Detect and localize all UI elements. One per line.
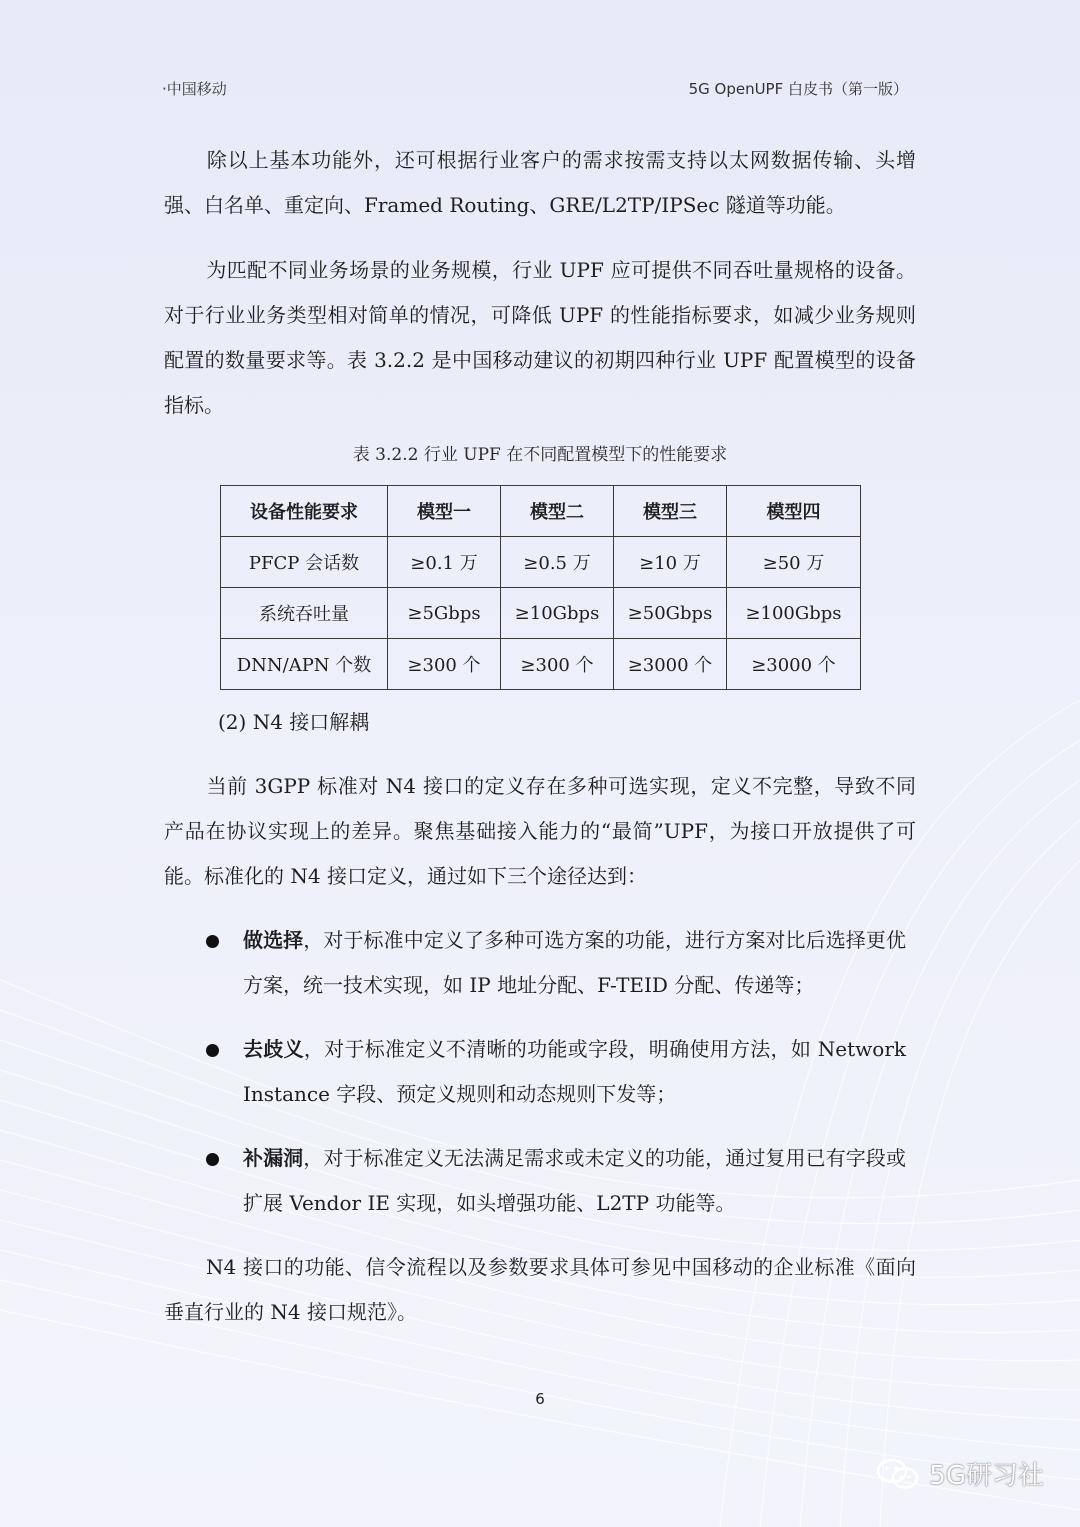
bullet-text: ，对于标准定义不清晰的功能或字段，明确使用方法，如 Network Instance 字段、预定义规则和动态规则下发等； [243,1037,906,1106]
table-header-cell: 模型二 [501,486,614,537]
section-subheading: (2) N4 接口解耦 [218,710,370,734]
table-header-cell: 设备性能要求 [221,486,388,537]
table-cell: DNN/APN 个数 [221,639,388,690]
table-header-cell: 模型三 [614,486,727,537]
watermark-text: 5G研习社 [929,1461,1044,1491]
table-cell: ≥300 个 [388,639,501,690]
paragraph-1-text: 除以上基本功能外，还可根据行业客户的需求按需支持以太网数据传输、头增强、白名单、重定向、Framed Routing、GRE/L2TP/IPSec 隧道等功能。 [164,148,916,217]
bullet-item [206,1027,906,1117]
table-cell: ≥50 万 [727,537,861,588]
table-cell: ≥10 万 [614,537,727,588]
bullet-dot-icon [206,935,219,948]
performance-table [220,485,861,690]
table-cell: ≥10Gbps [501,588,614,639]
table-cell: ≥3000 个 [727,639,861,690]
watermark [875,1455,1044,1492]
table-cell: ≥50Gbps [614,588,727,639]
table-row [221,639,861,690]
header-document-title: 5G OpenUPF 白皮书（第一版） [688,80,908,98]
header-organization: ·中国移动 [162,80,227,98]
bullet-text: ，对于标准定义无法满足需求或未定义的功能，通过复用已有字段或扩展 Vendor IE 实现，如头增强功能、L2TP 功能等。 [243,1146,906,1215]
table-row [221,537,861,588]
table-cell: ≥100Gbps [727,588,861,639]
bullet-dot-icon [206,1153,219,1166]
table-cell: ≥300 个 [501,639,614,690]
paragraph-1 [164,138,916,228]
table-header-cell: 模型四 [727,486,861,537]
table-cell: ≥0.1 万 [388,537,501,588]
bullet-title: 去歧义 [243,1037,304,1061]
page-number: 6 [535,1390,545,1408]
bullet-title: 补漏洞 [243,1146,304,1170]
table-cell: 系统吞吐量 [221,588,388,639]
table-caption: 表 3.2.2 行业 UPF 在不同配置模型下的性能要求 [352,445,728,465]
paragraph-3-text: 当前 3GPP 标准对 N4 接口的定义存在多种可选实现，定义不完整，导致不同产品在协议实现上的差异。聚焦基础接入能力的“最简”UPF，为接口开放提供了可能。标准化的 N4 接口定义，通过如下三个途径达到： [164,774,916,888]
bullet-item [206,918,906,1008]
table-cell: ≥5Gbps [388,588,501,639]
table-cell: PFCP 会话数 [221,537,388,588]
table-cell: ≥0.5 万 [501,537,614,588]
bullet-dot-icon [206,1044,219,1057]
table-row [221,588,861,639]
bullet-title: 做选择 [243,928,304,952]
bullet-item [206,1136,906,1226]
paragraph-2-text: 为匹配不同业务场景的业务规模，行业 UPF 应可提供不同吞吐量规格的设备。对于行业业务类型相对简单的情况，可降低 UPF 的性能指标要求，如减少业务规则配置的数量要求等。表 3.2.2 是中国移动建议的初期四种行业 UPF 配置模型的设备指标。 [164,258,916,417]
bullet-text: ，对于标准中定义了多种可选方案的功能，进行方案对比后选择更优方案，统一技术实现，如 IP 地址分配、F-TEID 分配、传递等； [243,928,906,997]
wechat-icon [875,1456,921,1492]
table-cell: ≥3000 个 [614,639,727,690]
paragraph-2 [164,248,916,428]
paragraph-4-text: N4 接口的功能、信令流程以及参数要求具体可参见中国移动的企业标准《面向垂直行业的 N4 接口规范》。 [164,1255,916,1324]
paragraph-3 [164,764,916,899]
table-header-row [221,486,861,537]
table-header-cell: 模型一 [388,486,501,537]
paragraph-4 [164,1245,916,1335]
